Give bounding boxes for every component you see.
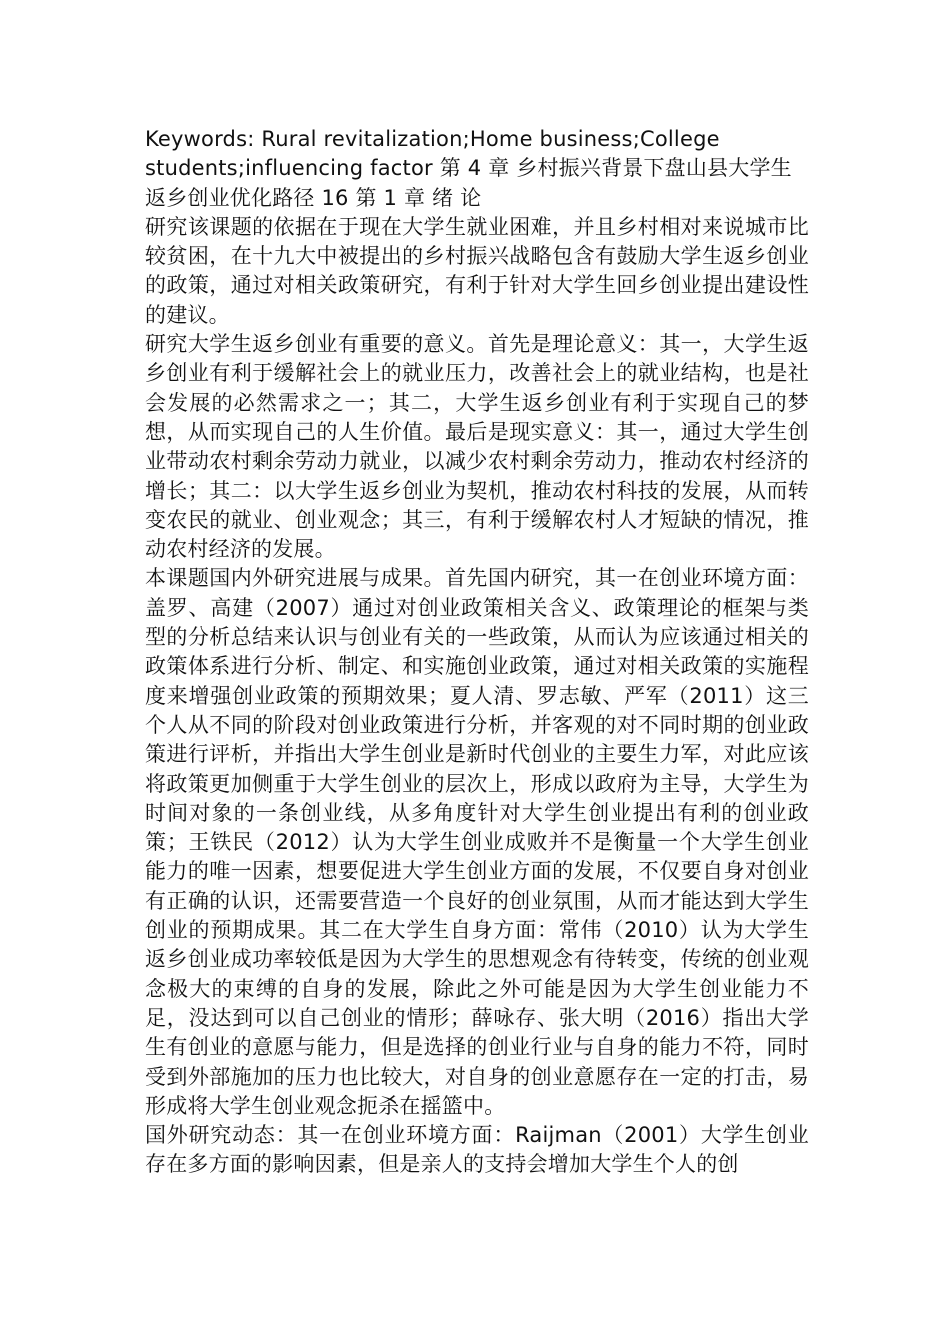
- paragraph-foreign-research: 国外研究动态：其一在创业环境方面：Raijman（2001）大学生创业存在多方面的影响因素，但是亲人的支持会增加大学生个人的创: [145, 1123, 809, 1177]
- paragraph-research-basis: 研究该课题的依据在于现在大学生就业困难，并且乡村相对来说城市比较贫困，在十九大中被提出的乡村振兴战略包含有鼓励大学生返乡创业的政策，通过对相关政策研究，有利于针对大学生回乡创业提出建设性的建议。: [145, 214, 809, 327]
- paragraph-research-significance: 研究大学生返乡创业有重要的意义。首先是理论意义：其一，大学生返乡创业有利于缓解社会上的就业压力，改善社会上的就业结构，也是社会发展的必然需求之一；其二，大学生返乡创业有利于实现自己的梦想，从而实现自己的人生价值。最后是现实意义：其一，通过大学生创业带动农村剩余劳动力就业，以减少农村剩余劳动力，推动农村经济的增长；其二：以大学生返乡创业为契机，推动农村科技的发展，从而转变农民的就业、创业观念；其三，有利于缓解农村人才短缺的情况，推动农村经济的发展。: [145, 332, 809, 562]
- document-body: [145, 125, 809, 1180]
- keywords-and-toc-line: Keywords: Rural revitalization;Home business;College students;influencing factor 第 4 章 乡村振兴背景下盘山县大学生返乡创业优化路径 16 第 1 章 绪 论: [145, 127, 792, 210]
- paragraph-domestic-research: 本课题国内外研究进展与成果。首先国内研究，其一在创业环境方面：盖罗、高建（2007）通过对创业政策相关含义、政策理论的框架与类型的分析总结来认识与创业有关的一些政策，从而认为应该通过相关的政策体系进行分析、制定、和实施创业政策，通过对相关政策的实施程度来增强创业政策的预期效果；夏人清、罗志敏、严军（2011）这三个人从不同的阶段对创业政策进行分析，并客观的对不同时期的创业政策进行评析，并指出大学生创业是新时代创业的主要生力军，对此应该将政策更加侧重于大学生创业的层次上，形成以政府为主导，大学生为时间对象的一条创业线，从多角度针对大学生创业提出有利的创业政策；王铁民（2012）认为大学生创业成败并不是衡量一个大学生创业能力的唯一因素，想要促进大学生创业方面的发展，不仅要自身对创业有正确的认识，还需要营造一个良好的创业氛围，从而才能达到大学生创业的预期成果。其二在大学生自身方面：常伟（2010）认为大学生返乡创业成功率较低是因为大学生的思想观念有待转变，传统的创业观念极大的束缚的自身的发展，除此之外可能是因为大学生创业能力不足，没达到可以自己创业的情形；薛咏存、张大明（2016）指出大学生有创业的意愿与能力，但是选择的创业行业与自身的能力不符，同时受到外部施加的压力也比较大，对自身的创业意愿存在一定的打击，易形成将大学生创业观念扼杀在摇篮中。: [145, 566, 809, 1118]
